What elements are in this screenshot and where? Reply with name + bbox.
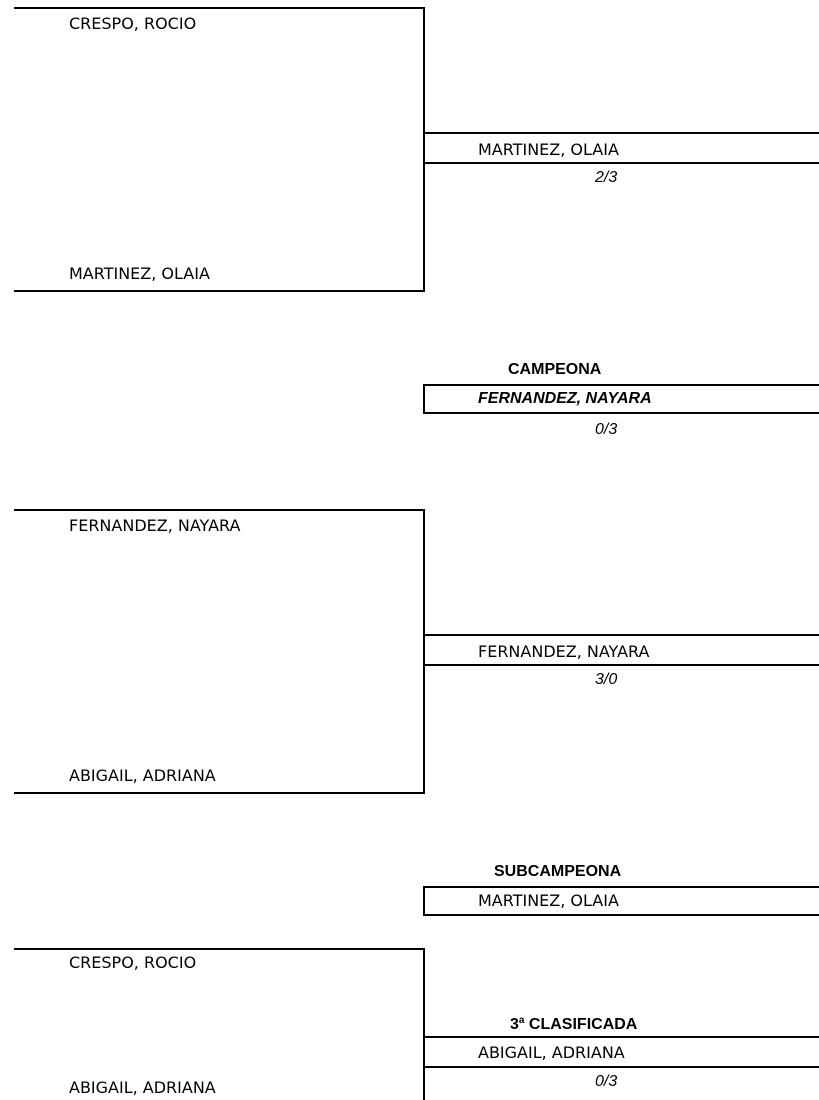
third-place-ordinal: a xyxy=(518,1015,525,1026)
runner-up-box-bottom xyxy=(423,914,819,916)
third-place-name: ABIGAIL, ADRIANA xyxy=(478,1043,625,1062)
runner-up-title: SUBCAMPEONA xyxy=(494,863,622,880)
top-player-a-name: CRESPO, ROCIO xyxy=(69,14,197,33)
champion-box-bottom xyxy=(423,412,819,414)
middle-player-a-line xyxy=(14,509,425,511)
third-place-title xyxy=(510,1017,637,1033)
bottom-player-b-name: ABIGAIL, ADRIANA xyxy=(69,1078,216,1097)
champion-title: CAMPEONA xyxy=(508,361,602,378)
middle-winner-line-lower xyxy=(423,664,819,666)
bottom-player-a-name: CRESPO, ROCIO xyxy=(69,953,197,972)
middle-winner-line-upper xyxy=(423,634,819,636)
third-place-number: 3 xyxy=(510,1016,519,1033)
middle-winner-name: FERNANDEZ, NAYARA xyxy=(478,642,650,661)
third-place-score: 0/3 xyxy=(595,1073,618,1090)
champion-box-top xyxy=(423,384,819,386)
top-player-a-line xyxy=(14,7,425,9)
top-bracket-connector xyxy=(423,7,425,292)
top-winner-line-lower xyxy=(423,162,819,164)
middle-bracket-connector xyxy=(423,509,425,794)
top-winner-line-upper xyxy=(423,132,819,134)
middle-player-b-name: ABIGAIL, ADRIANA xyxy=(69,766,216,785)
third-place-line-upper xyxy=(423,1036,819,1038)
top-player-b-name: MARTINEZ, OLAIA xyxy=(69,264,210,283)
bottom-bracket-connector xyxy=(423,948,425,1100)
middle-match-score: 3/0 xyxy=(595,671,618,688)
top-match-score: 2/3 xyxy=(595,169,618,186)
runner-up-name: MARTINEZ, OLAIA xyxy=(478,891,619,910)
top-winner-name: MARTINEZ, OLAIA xyxy=(478,140,619,159)
final-score: 0/3 xyxy=(595,421,618,438)
champion-name: FERNANDEZ, NAYARA xyxy=(478,390,652,407)
middle-player-a-name: FERNANDEZ, NAYARA xyxy=(69,516,241,535)
runner-up-box-left xyxy=(423,886,425,916)
third-place-label: CLASIFICADA xyxy=(528,1016,638,1033)
top-player-b-line xyxy=(14,290,425,292)
champion-box-left xyxy=(423,384,425,414)
bottom-player-a-line xyxy=(14,948,425,950)
third-place-line-lower xyxy=(423,1066,819,1068)
middle-player-b-line xyxy=(14,792,425,794)
runner-up-box-top xyxy=(423,886,819,888)
